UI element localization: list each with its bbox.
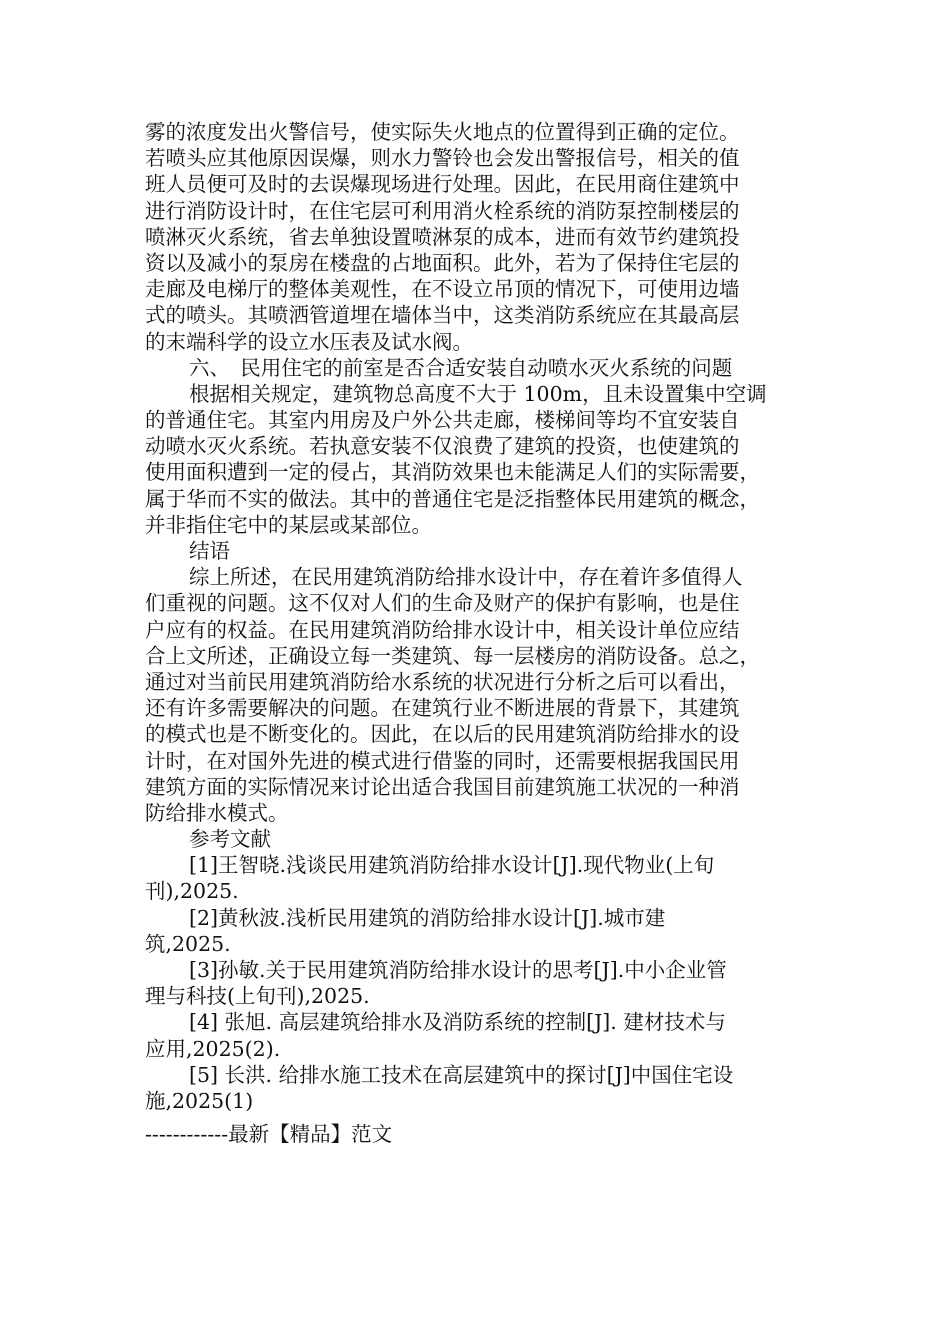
reference-line: [2]黄秋波.浅析民用建筑的消防给排水设计[J].城市建 [189, 905, 666, 930]
paragraph-continuation [145, 119, 807, 355]
text-line: 还有许多需要解决的问题。在建筑行业不断进展的背景下，其建筑 [145, 696, 740, 721]
text-line: 喷淋灭火系统，省去单独设置喷淋泵的成本，进而有效节约建筑投 [145, 224, 740, 249]
section-6-paragraph [145, 381, 807, 538]
text-line: 班人员便可及时的去误爆现场进行处理。因此，在民用商住建筑中 [145, 172, 740, 197]
text-line: 若喷头应其他原因误爆，则水力警铃也会发出警报信号，相关的值 [145, 146, 740, 171]
reference-line: 应用,2025(2). [145, 1036, 281, 1061]
text-line: 的末端科学的设立水压表及试水阀。 [145, 329, 473, 354]
reference-item [145, 852, 807, 904]
conclusion-paragraph [145, 564, 807, 826]
text-line: 资以及减小的泵房在楼盘的占地面积。此外，若为了保持住宅层的 [145, 250, 740, 275]
text-line: 的模式也是不断变化的。因此，在以后的民用建筑消防给排水的设 [145, 722, 740, 747]
references-heading: 参考文献 [189, 827, 271, 852]
text-line: 们重视的问题。这不仅对人们的生命及财产的保护有影响，也是住 [145, 591, 740, 616]
text-line: 式的喷头。其喷洒管道埋在墙体当中，这类消防系统应在其最高层 [145, 303, 740, 328]
reference-item [145, 905, 807, 957]
text-line: 综上所述，在民用建筑消防给排水设计中，存在着许多值得人 [189, 565, 743, 590]
reference-item [145, 1009, 807, 1061]
references-list [145, 852, 807, 1114]
text-line: 走廊及电梯厅的整体美观性，在不设立吊顶的情况下，可使用边墙 [145, 277, 740, 302]
document-body [145, 119, 807, 1114]
text-line: 进行消防设计时，在住宅层可利用消火栓系统的消防泵控制楼层的 [145, 198, 740, 223]
reference-line: [3]孙敏.关于民用建筑消防给排水设计的思考[J].中小企业管 [189, 958, 727, 982]
reference-line: 施,2025(1) [145, 1088, 254, 1113]
section-heading-6: 六、 民用住宅的前室是否合适安装自动喷水灭火系统的问题 [189, 355, 733, 380]
reference-line: 理与科技(上旬刊),2025. [145, 984, 370, 1009]
text-line: 通过对当前民用建筑消防给水系统的状况进行分析之后可以看出， [145, 669, 740, 694]
text-line: 根据相关规定，建筑物总高度不大于 100m，且未设置集中空调 [189, 381, 767, 406]
text-line: 属于华而不实的做法。其中的普通住宅是泛指整体民用建筑的概念， [145, 486, 760, 511]
reference-line: 筑,2025. [145, 931, 231, 956]
text-line: 合上文所述，正确设立每一类建筑、每一层楼房的消防设备。总之， [145, 643, 760, 668]
reference-line: [4] 张旭. 高层建筑给排水及消防系统的控制[J]. 建材技术与 [189, 1010, 726, 1035]
reference-item [145, 957, 807, 1009]
reference-line: [1]王智晓.浅谈民用建筑消防给排水设计[J].现代物业(上旬 [189, 853, 715, 878]
footer-text: ------------最新【精品】范文 [145, 1122, 393, 1146]
text-line: 动喷水灭火系统。若执意安装不仅浪费了建筑的投资，也使建筑的 [145, 434, 740, 459]
text-line: 计时，在对国外先进的模式进行借鉴的同时，还需要根据我国民用 [145, 748, 740, 773]
reference-line: 刊),2025. [145, 879, 239, 904]
text-line: 雾的浓度发出火警信号，使实际失火地点的位置得到正确的定位。 [145, 120, 740, 144]
text-line: 户应有的权益。在民用建筑消防给排水设计中，相关设计单位应结 [145, 617, 740, 642]
text-line: 防给排水模式。 [145, 800, 289, 825]
reference-item [145, 1062, 807, 1114]
text-line: 使用面积遭到一定的侵占，其消防效果也未能满足人们的实际需要， [145, 460, 760, 485]
text-line: 的普通住宅。其室内用房及户外公共走廊，楼梯间等均不宜安装自 [145, 408, 740, 433]
text-line: 建筑方面的实际情况来讨论出适合我国目前建筑施工状况的一种消 [145, 774, 740, 799]
conclusion-heading: 结语 [189, 539, 230, 563]
text-line: 并非指住宅中的某层或某部位。 [145, 512, 432, 537]
reference-line: [5] 长洪. 给排水施工技术在高层建筑中的探讨[J]中国住宅设 [189, 1062, 734, 1087]
